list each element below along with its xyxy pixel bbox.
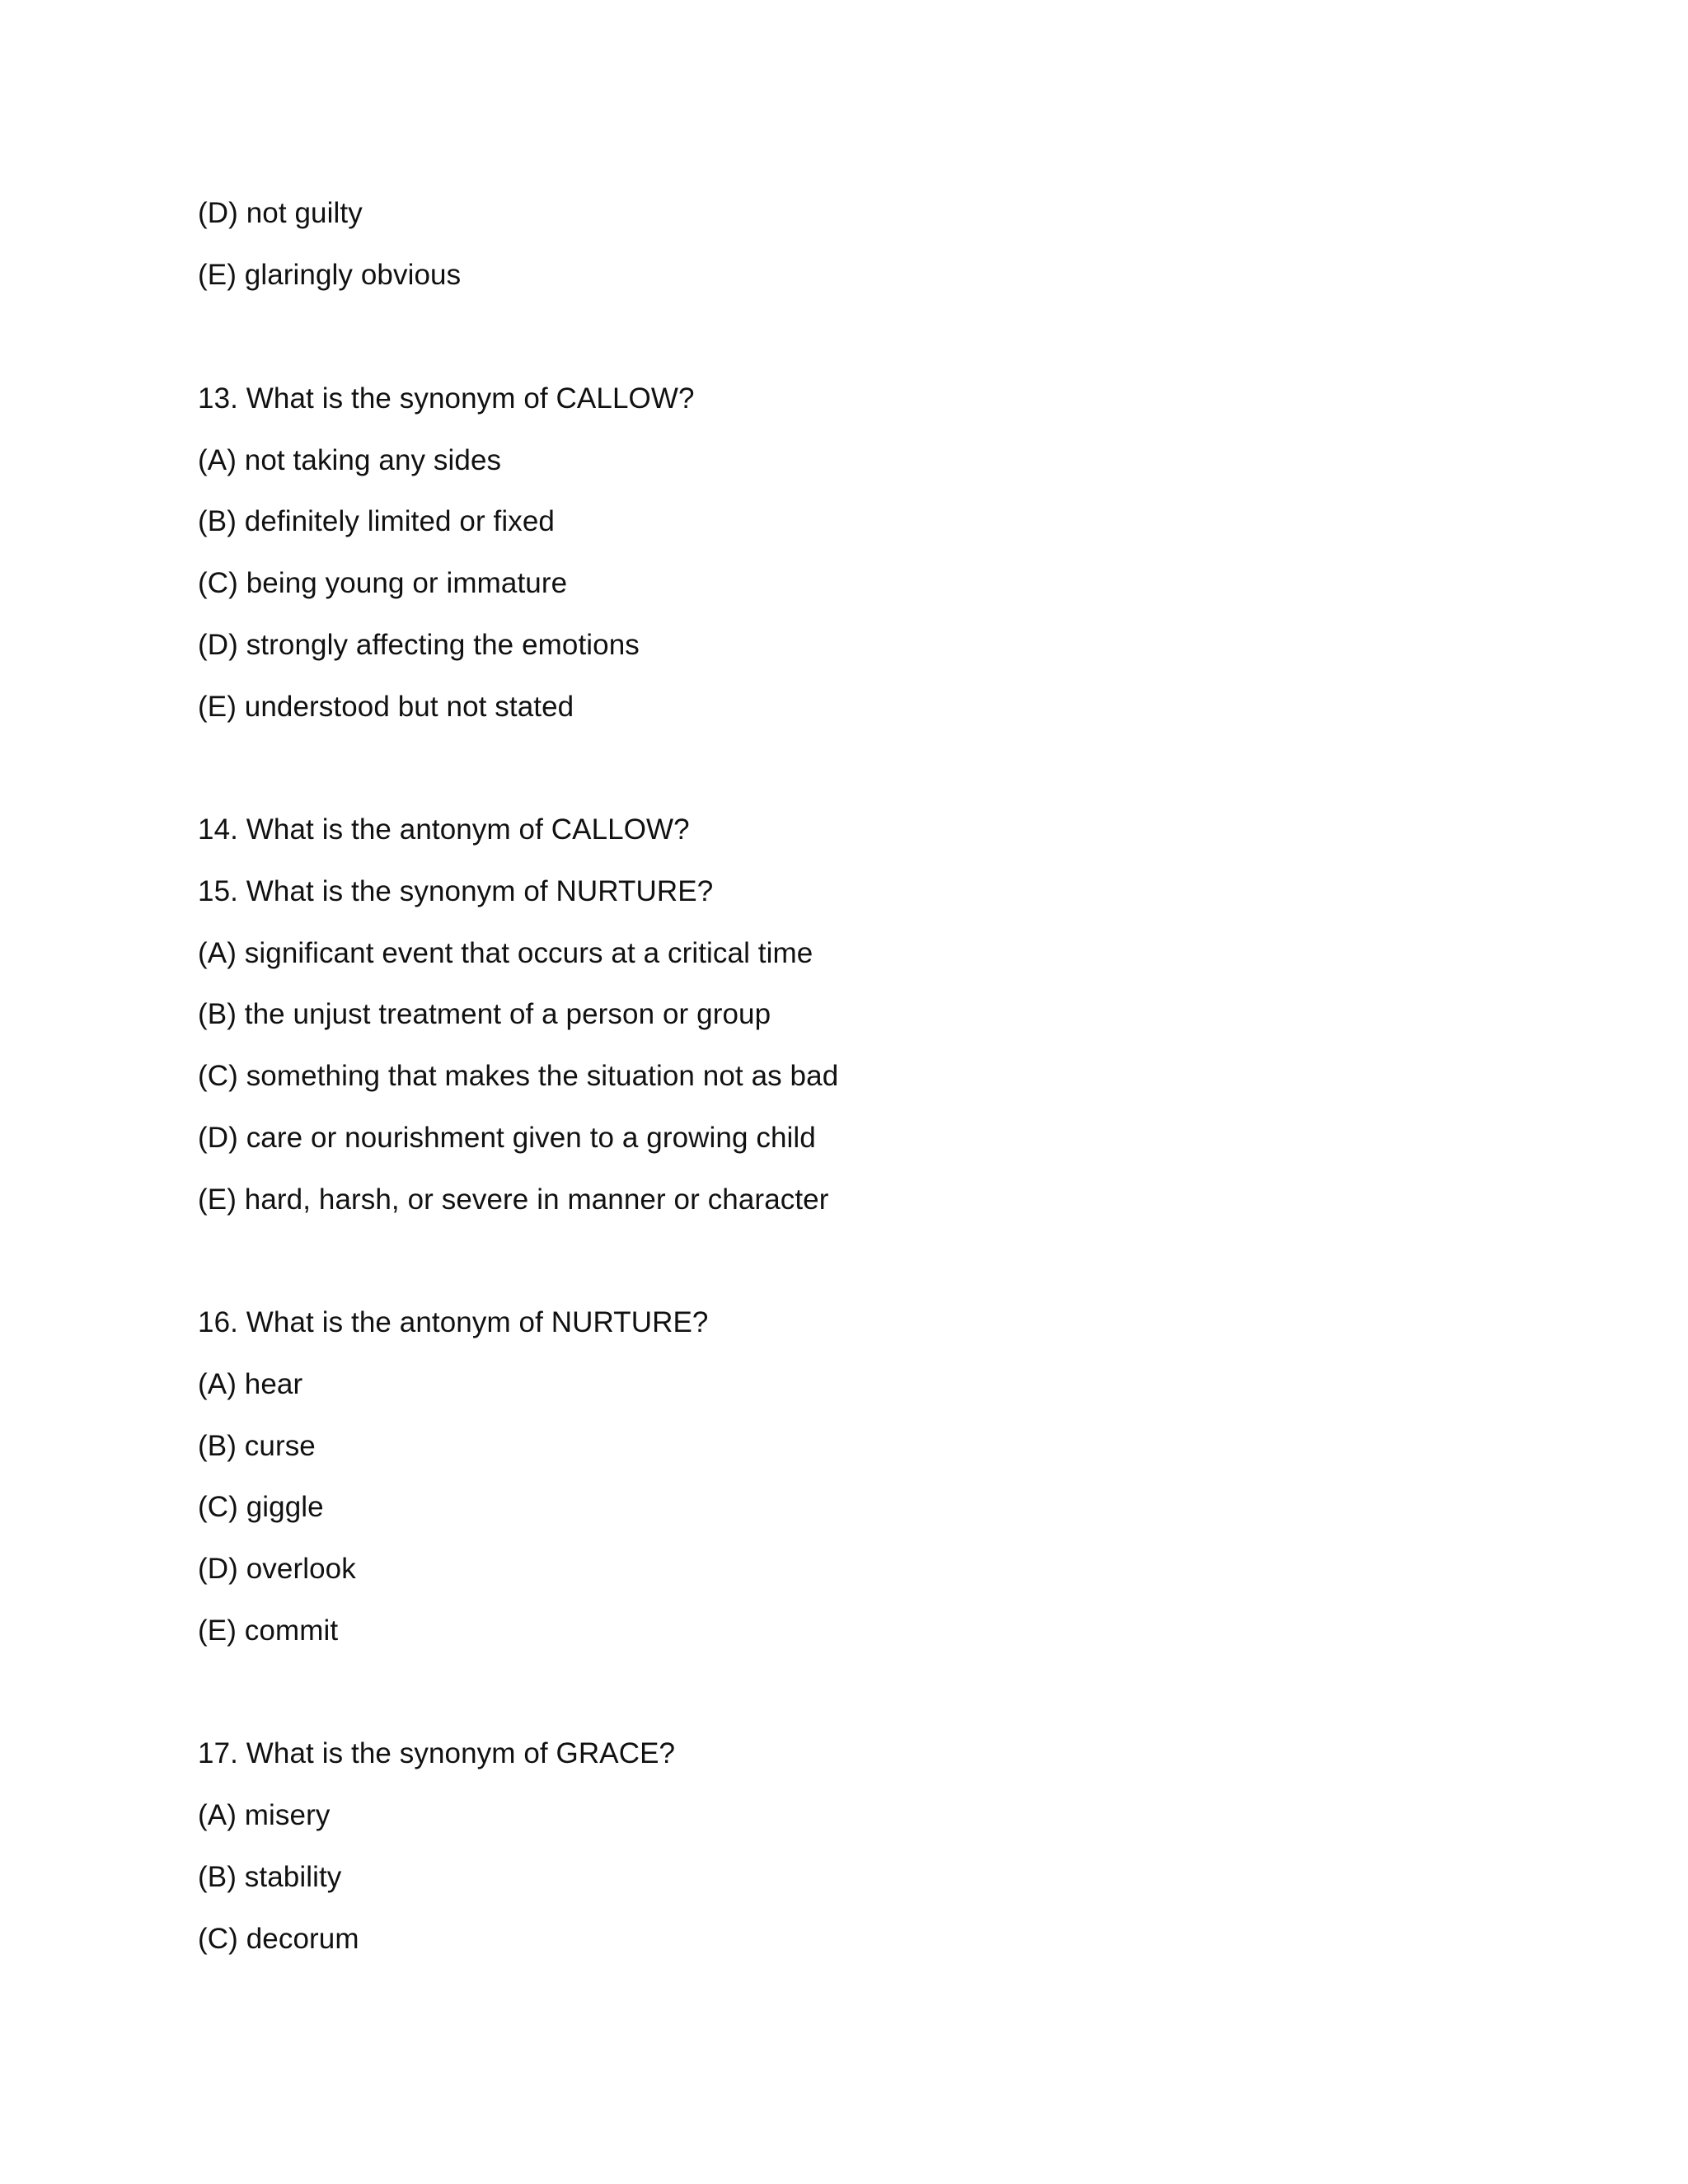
question-16: 16. What is the antonym of NURTURE? [198,1306,709,1338]
q17-option-c: (C) decorum [198,1923,359,1955]
question-14: 14. What is the antonym of CALLOW? [198,813,690,846]
carryover-option-d: (D) not guilty [198,197,363,229]
q15-option-e: (E) hard, harsh, or severe in manner or character [198,1183,829,1216]
q16-option-d: (D) overlook [198,1553,356,1585]
q16-option-e: (E) commit [198,1615,339,1647]
q16-option-b: (B) curse [198,1430,316,1462]
question-17: 17. What is the synonym of GRACE? [198,1737,676,1769]
q13-option-a: (A) not taking any sides [198,444,502,476]
q17-option-b: (B) stability [198,1861,342,1893]
q13-option-d: (D) strongly affecting the emotions [198,629,640,661]
q17-option-a: (A) misery [198,1799,331,1831]
q13-option-c: (C) being young or immature [198,567,568,599]
q15-option-a: (A) significant event that occurs at a critical time [198,937,814,969]
q15-option-b: (B) the unjust treatment of a person or group [198,998,771,1030]
question-15: 15. What is the synonym of NURTURE? [198,875,714,907]
q15-option-d: (D) care or nourishment given to a growing child [198,1122,816,1154]
q16-option-c: (C) giggle [198,1491,324,1523]
q13-option-e: (E) understood but not stated [198,691,574,723]
question-13: 13. What is the synonym of CALLOW? [198,382,695,415]
q13-option-b: (B) definitely limited or fixed [198,505,555,537]
carryover-option-e: (E) glaringly obvious [198,259,462,291]
q15-option-c: (C) something that makes the situation not as bad [198,1060,839,1092]
q16-option-a: (A) hear [198,1368,303,1400]
